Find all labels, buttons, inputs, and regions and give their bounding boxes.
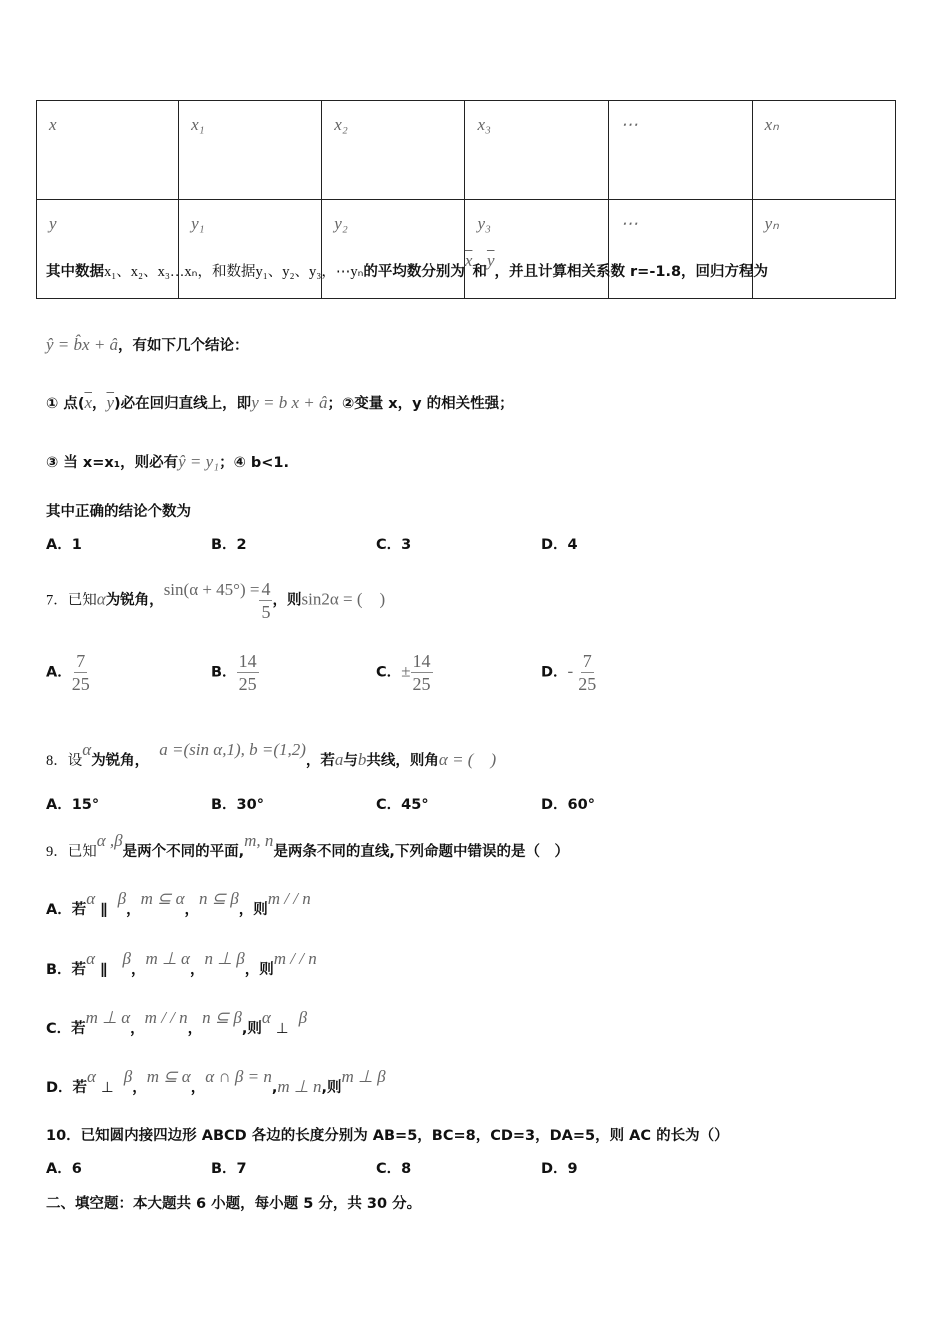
option-d <box>541 650 596 695</box>
text: 其中数据 <box>46 264 104 280</box>
equation: ŷ = y₁ <box>178 452 220 471</box>
math: m ⊥ β <box>341 1067 386 1086</box>
lines: m, n <box>244 831 274 850</box>
text: ，则 <box>272 592 302 609</box>
fraction <box>259 578 272 623</box>
q9-option-d <box>46 1067 386 1097</box>
math: β <box>117 889 127 908</box>
table-row-x <box>37 101 896 200</box>
text: ， <box>189 962 205 978</box>
q9-option-a <box>46 889 311 919</box>
q6-ask: 其中正确的结论个数为 <box>46 504 191 520</box>
math: α <box>87 1067 96 1086</box>
option-a: A．15° <box>46 797 100 813</box>
text: 为锐角， <box>91 753 150 769</box>
table-cell: y₂ <box>322 200 465 299</box>
option-b: B．7 <box>211 1161 247 1177</box>
label: B． <box>211 664 237 681</box>
math: m ⊥ α <box>85 1008 131 1027</box>
section-heading: 二、填空题：本大题共 6 小题，每小题 5 分，共 30 分。 <box>46 1196 422 1212</box>
table-cell: y₁ <box>179 200 322 299</box>
fraction <box>411 650 433 695</box>
math: β <box>298 1008 308 1027</box>
text: 的平均数分别为 <box>363 264 465 280</box>
symbol: ∥ <box>100 962 108 978</box>
math: n ⊆ β <box>199 889 239 908</box>
alpha: α <box>96 589 106 609</box>
option-c: C．8 <box>376 1161 412 1177</box>
planes: α ,β <box>96 831 123 850</box>
numerator: 7 <box>76 651 86 671</box>
numerator: 14 <box>412 651 431 671</box>
option-a: A．1 <box>46 537 82 553</box>
option-c <box>376 650 433 695</box>
vars: x₁、x₂、x₃…xₙ，和数据y₁、y₂、y₃，⋯yₙ <box>104 264 364 280</box>
table-cell: x₃ <box>465 101 608 200</box>
label: D．若 <box>46 1080 88 1096</box>
expression: sin(α + 45°) = <box>163 579 260 599</box>
denominator: 25 <box>412 674 431 694</box>
math: n ⊆ β <box>202 1008 242 1027</box>
math: m / / n <box>144 1008 188 1027</box>
text: ， <box>92 396 107 412</box>
math: m ⊆ α <box>140 889 185 908</box>
x-bar: $\overline{x}$ <box>464 251 473 270</box>
y-bar: $\overline{y}$ <box>486 251 495 270</box>
text: ， <box>184 902 200 918</box>
q6-intro <box>46 251 769 281</box>
q10-stem: 10．已知圆内接四边形 ABCD 各边的长度分别为 AB=5，BC=8，CD=3，DA=5，则 AC 的长为（） <box>46 1128 729 1144</box>
q9-option-c <box>46 1008 308 1038</box>
q6-conclusion-3-4 <box>46 451 289 472</box>
text: ， <box>126 902 141 918</box>
vector-b: b <box>357 750 367 769</box>
math: β <box>122 949 131 968</box>
option-d: D．9 <box>541 1161 578 1177</box>
option-a <box>46 650 90 695</box>
sign: - <box>567 661 574 681</box>
table-cell: y <box>37 200 179 299</box>
q9-stem <box>46 831 569 861</box>
denominator: 25 <box>238 674 257 694</box>
text: ， <box>187 1021 203 1037</box>
text: ， <box>190 1080 206 1096</box>
text: 8．设 <box>46 753 83 769</box>
expression: sin2α = ( ) <box>301 589 386 609</box>
table-cell: x₂ <box>322 101 465 200</box>
denominator: 25 <box>71 674 90 694</box>
math: α ∩ β = n <box>205 1067 272 1086</box>
label: C． <box>376 664 402 681</box>
text: , <box>271 1080 278 1096</box>
q6-equation <box>46 334 249 355</box>
text: ，有如下几个结论： <box>118 338 249 354</box>
text: ，则 <box>238 902 268 918</box>
option-c: C．45° <box>376 797 429 813</box>
text: ，若 <box>305 753 335 769</box>
fraction <box>578 650 596 695</box>
math: m ⊥ α <box>145 949 190 968</box>
alpha: α <box>82 740 92 759</box>
label: A．若 <box>46 902 87 918</box>
text: ， <box>130 1021 145 1037</box>
table-cell: x₁ <box>179 101 322 200</box>
text: ,则 <box>241 1021 262 1037</box>
table-cell: x <box>37 101 179 200</box>
symbol: ∥ <box>100 902 108 918</box>
label: B．若 <box>46 962 87 978</box>
equation: y = b x + â <box>251 393 328 412</box>
table-cell: xₙ <box>752 101 895 200</box>
expression: α = ( ) <box>438 750 497 769</box>
symbol: ⊥ <box>275 1021 289 1037</box>
sign: ± <box>401 661 411 681</box>
option-a: A．6 <box>46 1161 82 1177</box>
option-d: D．4 <box>541 537 578 553</box>
q9-option-b <box>46 949 317 979</box>
table-cell: y₃ <box>465 200 608 299</box>
math: m / / n <box>267 889 311 908</box>
math: m ⊥ n <box>277 1077 322 1096</box>
text: 共线，则角 <box>366 753 439 769</box>
label: C．若 <box>46 1021 86 1037</box>
text: ；④ b<1. <box>219 455 290 471</box>
option-d: D．60° <box>541 797 595 813</box>
denominator: 25 <box>578 674 597 694</box>
table-cell: ⋯ <box>608 101 752 200</box>
text: 9．已知 <box>46 844 97 860</box>
table-cell: ⋯ <box>608 200 752 299</box>
option-b: B．2 <box>211 537 247 553</box>
text: ① 点( <box>46 396 85 412</box>
q7-stem <box>46 578 385 623</box>
fraction <box>72 650 90 695</box>
table-row-y <box>37 200 896 299</box>
expression: a =(sin α,1), b =(1,2) <box>159 740 306 759</box>
option-c: C．3 <box>376 537 412 553</box>
numerator: 14 <box>238 651 257 671</box>
symbol: ⊥ <box>101 1080 114 1096</box>
text: ， <box>130 962 146 978</box>
math: n ⊥ β <box>204 949 245 968</box>
text: ,则 <box>321 1080 342 1096</box>
x-bar: $\overline{x}$ <box>84 393 92 412</box>
text: 和 <box>472 264 487 280</box>
label: D． <box>541 664 568 681</box>
math: α <box>86 949 95 968</box>
text: ，并且计算相关系数 r=-1.8，回归方程为 <box>494 264 769 280</box>
text: 7．已知 <box>46 592 97 609</box>
text: 是两条不同的直线,下列命题中错误的是（ ） <box>273 844 569 860</box>
text: 是两个不同的平面, <box>122 844 245 860</box>
vector-a: a <box>334 750 344 769</box>
text: ，则 <box>244 962 274 978</box>
math: β <box>123 1067 133 1086</box>
text: 为锐角， <box>105 592 164 609</box>
math: α <box>86 889 96 908</box>
math: α <box>261 1008 271 1027</box>
text: ；②变量 x，y 的相关性强； <box>327 396 514 412</box>
fraction <box>237 650 259 695</box>
regression-equation: ŷ = b̂x + â <box>46 335 119 354</box>
math: m / / n <box>273 949 317 968</box>
math: m ⊆ α <box>146 1067 191 1086</box>
q8-stem <box>46 740 497 770</box>
text: ③ 当 x=x₁，则必有 <box>46 455 179 471</box>
text: ， <box>132 1080 147 1096</box>
numerator: 7 <box>582 651 592 671</box>
option-b <box>211 650 259 695</box>
text: 与 <box>343 753 358 769</box>
denominator: 5 <box>261 602 271 622</box>
text: )必在回归直线上，即 <box>114 396 252 412</box>
table-cell: yₙ <box>752 200 895 299</box>
y-bar: $\overline{y}$ <box>106 393 115 412</box>
option-b: B．30° <box>211 797 264 813</box>
label: A． <box>46 664 72 681</box>
numerator: 4 <box>261 579 271 599</box>
q6-conclusion-1-2 <box>46 392 514 413</box>
